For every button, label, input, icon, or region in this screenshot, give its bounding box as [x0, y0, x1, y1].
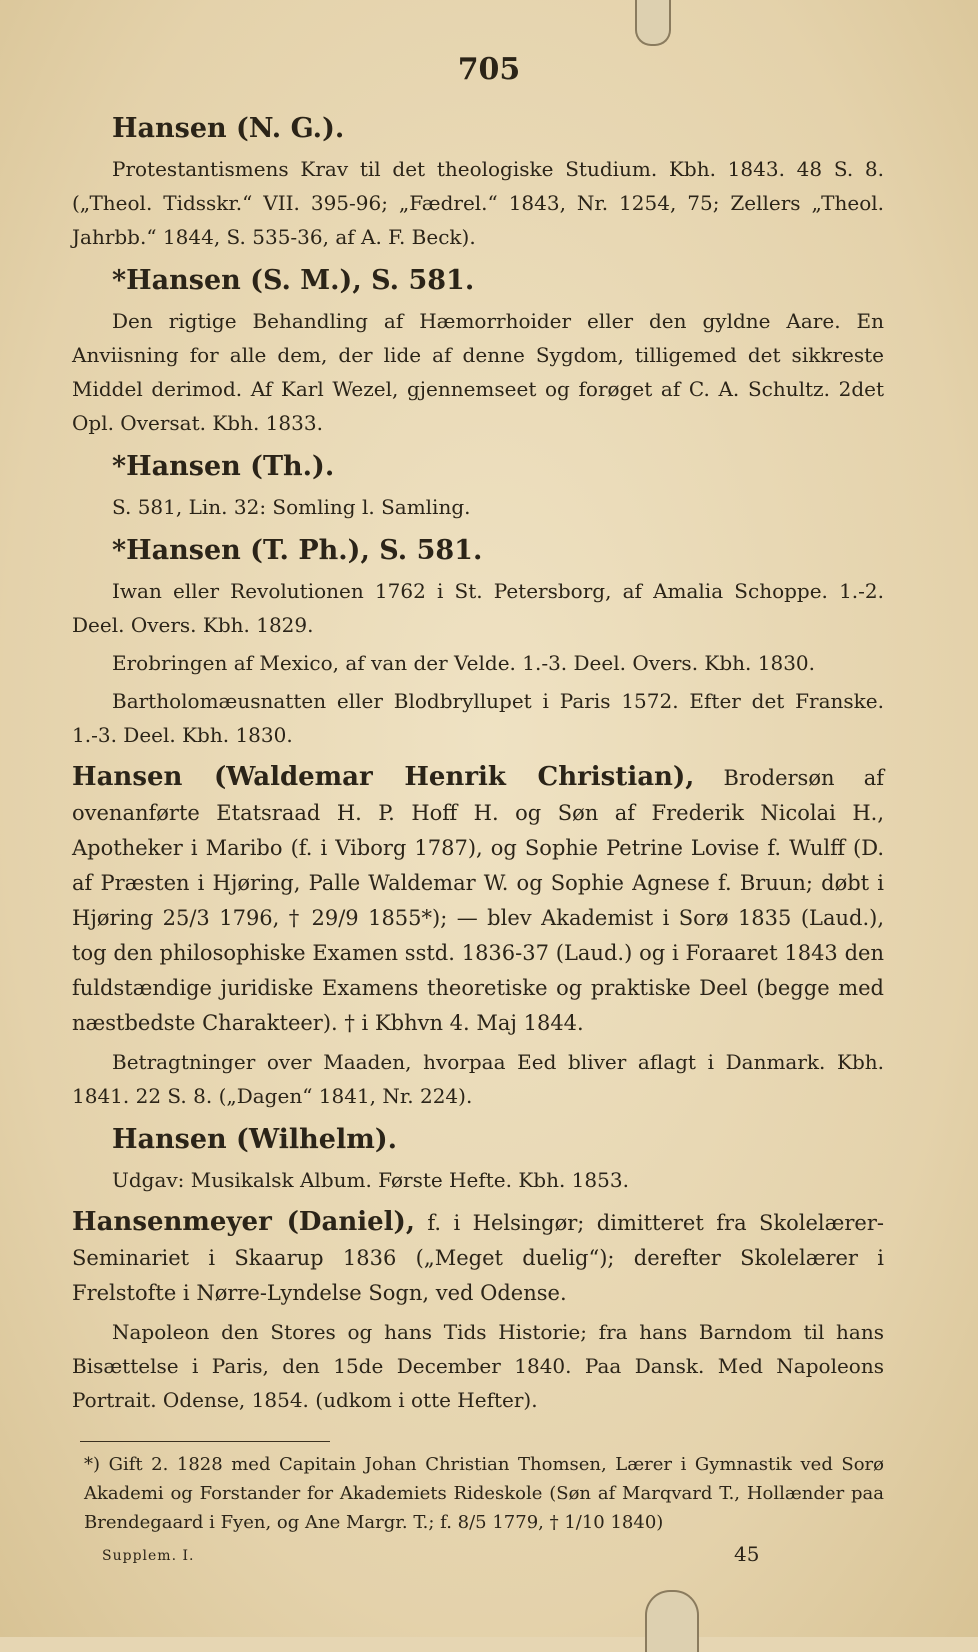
sheet-number: 45	[734, 1542, 760, 1566]
entry-paragraph: Iwan eller Revolutionen 1762 i St. Petersborg, af Amalia Schoppe. 1.-2. Deel. Overs. Kbh. 1829.	[72, 579, 884, 637]
bio-text: f. i Helsingør; dimitteret fra Skolelærer-Seminariet i Skaarup 1836 („Meget duelig“); derefter Skolelærer i Frelstofte i Nørre-Lyndelse Sogn, ved Odense.	[72, 1211, 884, 1305]
entry-biography	[72, 1205, 884, 1311]
entry-paragraph: Erobringen af Mexico, af van der Velde. 1.-3. Deel. Overs. Kbh. 1830.	[112, 651, 816, 675]
entry-heading: *Hansen (Th.).	[112, 451, 335, 482]
footnote: *) Gift 2. 1828 med Capitain Johan Christian Thomsen, Lærer i Gymnastik ved Sorø Akademi og Forstander for Akademiets Rideskole (Søn af Marqvard T., Hollænder paa Brendegaard i Fyen, og Ane Margr. T.; f. 8/5 1779, † 1/10 1840)	[84, 1454, 884, 1533]
entry-hansen-tph	[72, 534, 884, 752]
entry-hansen-ng	[72, 112, 884, 254]
bio-name: Hansenmeyer (Daniel),	[72, 1207, 415, 1237]
printer-signature: Supplem. I.	[102, 1548, 195, 1564]
entry-hansen-th	[72, 450, 884, 524]
entry-heading: Hansen (N. G.).	[112, 113, 345, 144]
entry-hansen-sm	[72, 264, 884, 440]
entry-paragraph: Den rigtige Behandling af Hæmorrhoider eller den gyldne Aare. En Anviisning for alle dem, der lide af denne Sygdom, tilligemed det sikkreste Middel derimod. Af Karl Wezel, gjennemseet og forøget af C. A. Schultz. 2det Opl. Oversat. Kbh. 1833.	[72, 309, 884, 435]
entry-paragraph: Bartholomæusnatten eller Blodbryllupet i Paris 1572. Efter det Franske. 1.-3. Deel. Kbh. 1830.	[72, 689, 884, 747]
entry-heading: Hansen (Wilhelm).	[112, 1124, 397, 1155]
binding-tab-top	[635, 0, 671, 46]
entry-biography	[72, 760, 884, 1041]
entry-paragraph: Protestantismens Krav til det theologiske Studium. Kbh. 1843. 48 S. 8. („Theol. Tidsskr.“ VII. 395-96; „Fædrel.“ 1843, Nr. 1254, 75; Zellers „Theol. Jahrbb.“ 1844, S. 535-36, af A. F. Beck).	[72, 157, 884, 249]
entry-paragraph: Betragtninger over Maaden, hvorpaa Eed bliver aflagt i Danmark. Kbh. 1841. 22 S. 8. („Dagen“ 1841, Nr. 224).	[72, 1050, 884, 1108]
entry-heading: *Hansen (T. Ph.), S. 581.	[112, 535, 483, 566]
footnote-divider	[80, 1441, 330, 1442]
page-number: 705	[457, 52, 521, 87]
entry-paragraph: S. 581, Lin. 32: Somling l. Samling.	[112, 495, 471, 519]
bio-text: Brodersøn af ovenanførte Etatsraad H. P. Hoff H. og Søn af Frederik Nicolai H., Apotheker i Maribo (f. i Viborg 1787), og Sophie Petrine Lovise f. Wulff (D. af Præsten i Hjøring, Palle Waldemar W. og Sophie Agnese f. Bruun; døbt i Hjøring 25/3 1796, † 29/9 1855*); — blev Akademist i Sorø 1835 (Laud.), tog den philosophiske Examen sstd. 1836-37 (Laud.) og i Foraaret 1843 den fuldstændige juridiske Examens theoretiske og praktiske Deel (begge med næstbedste Charakteer). † i Kbhvn 4. Maj 1844.	[72, 766, 884, 1035]
entry-heading: *Hansen (S. M.), S. 581.	[112, 265, 475, 296]
entry-paragraph: Udgav: Musikalsk Album. Første Hefte. Kbh. 1853.	[112, 1168, 629, 1192]
entry-hansenmeyer	[72, 1205, 884, 1417]
entry-hansen-wilhelm	[72, 1123, 884, 1197]
entry-paragraph: Napoleon den Stores og hans Tids Historie; fra hans Barndom til hans Bisættelse i Paris, den 15de December 1840. Paa Dansk. Med Napoleons Portrait. Odense, 1854. (udkom i otte Hefter).	[72, 1320, 884, 1412]
page-content	[72, 112, 884, 1421]
binding-tab-bottom	[645, 1590, 699, 1652]
entry-hansen-waldemar	[72, 760, 884, 1113]
bio-name: Hansen (Waldemar Henrik Christian),	[72, 762, 695, 792]
